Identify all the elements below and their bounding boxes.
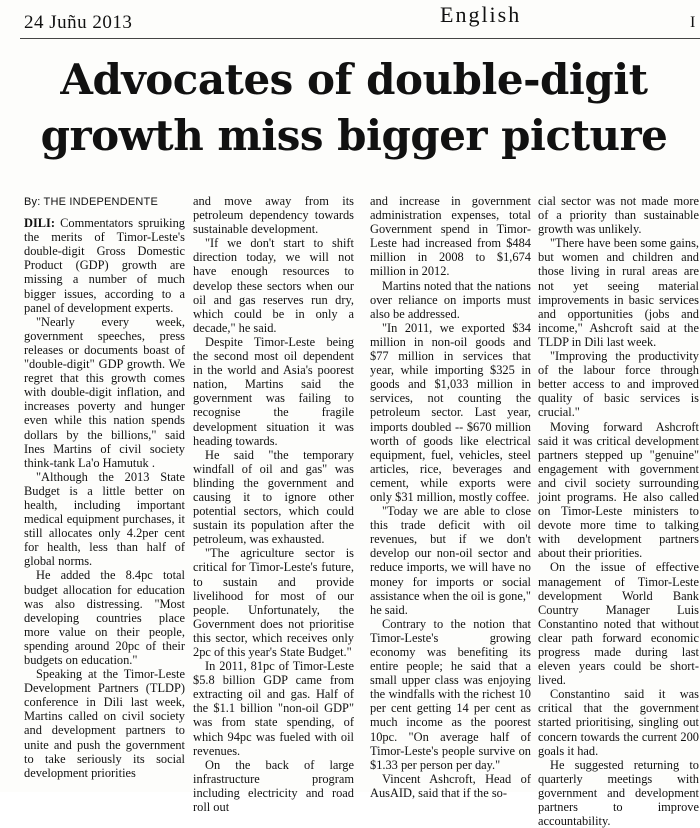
paragraph: In 2011, 81pc of Timor-Leste $5.8 billion GDP came from extracting oil and gas. Half of the $1.1 billion "non-oil GDP" was from state spending, of which 94pc was fueled with oil revenues.	[193, 659, 354, 758]
paragraph-text: Commentators spruiking the merits of Timor-Leste's double-digit Gross Domestic Product (GDP) growth are missing a number of much bigger issues, according to a panel of development experts.	[24, 216, 185, 315]
paragraph: "In 2011, we exported $34 million in non-oil goods and $77 million in services that year, while importing $325 in goods and $1,033 million in services, not counting the petroleum sector. Last year, imports doubled -- $670 million worth of goods like electrical equipment, fuel, vehicles, steel articles, rice, beverages and cement, while exports were only $31 million, mostly coffee.	[370, 320, 531, 504]
paragraph: He suggested returning to quarterly meetings with government and development partners to improve accountability.	[538, 757, 699, 828]
paragraph	[24, 216, 185, 315]
article-headline	[14, 52, 694, 164]
headline-line-2: growth miss bigger picture	[40, 111, 668, 160]
paragraph: "The agriculture sector is critical for Timor-Leste's future, to sustain and provide livelihood for most of our people. Unfortunately, the Government does not prioritise this sector, which receives only 2pc of this year's State Budget."	[193, 546, 354, 659]
paragraph: Contrary to the notion that Timor-Leste's growing economy was benefiting its entire people; he said that a small upper class was enjoying the windfalls with the richest 10 per cent getting 14 per cent as much income as the poorest 10pc. "On average half of Timor-Leste's people survive on $1.33 per person per day."	[370, 616, 531, 772]
paragraph: "There have been some gains, but women and children and those living in rural areas are not yet seeing material improvements in basic services and opportunities (jobs and income," Ashcroft said at the TLDP in Dili last week.	[538, 236, 699, 349]
paragraph: He said "the temporary windfall of oil and gas" was blinding the government and causing it to ignore other potential sectors, which could sustain its population after the petroleum, was exhausted.	[193, 447, 354, 547]
issue-date: 24 Juñu 2013	[24, 12, 133, 33]
article-column-3	[370, 194, 531, 800]
paragraph: Vincent Ashcroft, Head of AusAID, said that if the so-	[370, 771, 531, 800]
article-column-4	[538, 194, 699, 828]
page-mark: I	[690, 14, 696, 31]
article-body	[24, 194, 699, 828]
header-divider	[20, 38, 700, 39]
paragraph: cial sector was not made more of a priority than sustainable growth was unlikely.	[538, 194, 699, 237]
paragraph: On the back of large infrastructure program including electricity and road roll out	[193, 757, 354, 815]
paragraph: On the issue of effective management of Timor-Leste development World Bank Country Manager Luis Constantino noted that without clear path forward economic progress made during last eleven years could be short-lived.	[538, 560, 699, 688]
section-title: English	[440, 2, 522, 27]
paragraph: Martins noted that the nations over reliance on imports must also be addressed.	[370, 278, 531, 321]
paragraph: Moving forward Ashcroft said it was critical development partners stepped up "genuine" engagement with government and civil society surrounding joint programs. He also called on Timor-Leste ministers to devote more time to talking with development partners about their priorities.	[538, 419, 699, 561]
paragraph: Despite Timor-Leste being the second most oil dependent in the world and Asia's poorest nation, Martins said the government was failing to recognise the fragile development situation it was heading towards.	[193, 334, 354, 448]
paragraph: "Nearly every week, government speeches, press releases or documents boast of "double-digit" GDP growth. We regret that this growth comes with double-digit inflation, and increases poverty and hunger even while this nation spends dollars by the billions," said Ines Martins of civil society think-tank La'o Hamutuk .	[24, 314, 185, 470]
paragraph: "Although the 2013 State Budget is a little better on health, including important medical equipment purchases, it still allocates only 4.2per cent for health, less than half of global norms.	[24, 469, 185, 569]
paragraph: "If we don't start to shift direction today, we will not have enough resources to develop these sectors when our oil and gas reserves run dry, which could be in only a decade," he said.	[193, 236, 354, 335]
paragraph: and move away from its petroleum dependency towards sustainable development.	[193, 194, 354, 237]
article-byline: By: THE INDEPENDENTE	[24, 196, 158, 208]
headline-line-1: Advocates of double-digit	[60, 55, 648, 104]
paragraph: "Today we are able to close this trade deficit with oil revenues, but if we don't develop our non-oil sector and reduce imports, we will have no money for imports or social assistance when the oil is gone," he said.	[370, 504, 531, 617]
dateline: DILI:	[24, 216, 55, 231]
paragraph: and increase in government administration expenses, total Government spend in Timor-Leste had increased from $484 million in 2008 to $1,674 million in 2012.	[370, 194, 531, 279]
article-column-1	[24, 194, 185, 792]
article-column-2	[193, 194, 354, 815]
paragraph: "Improving the productivity of the labour force through better access to and improved quality of basic services is crucial."	[538, 349, 699, 420]
paragraph: Constantino said it was critical that the government started prioritising, singling out concern towards the current 200 goals it had.	[538, 687, 699, 758]
paragraph: Speaking at the Timor-Leste Development Partners (TLDP) conference in Dili last week, Martins called on civil society and development partners to unite and push the government to take seriously its social development priorities	[24, 667, 185, 780]
paragraph: He added the 8.4pc total budget allocation for education was also distressing. "Most developing countries place more value on their people, spending around 20pc of their budgets on education."	[24, 568, 185, 667]
